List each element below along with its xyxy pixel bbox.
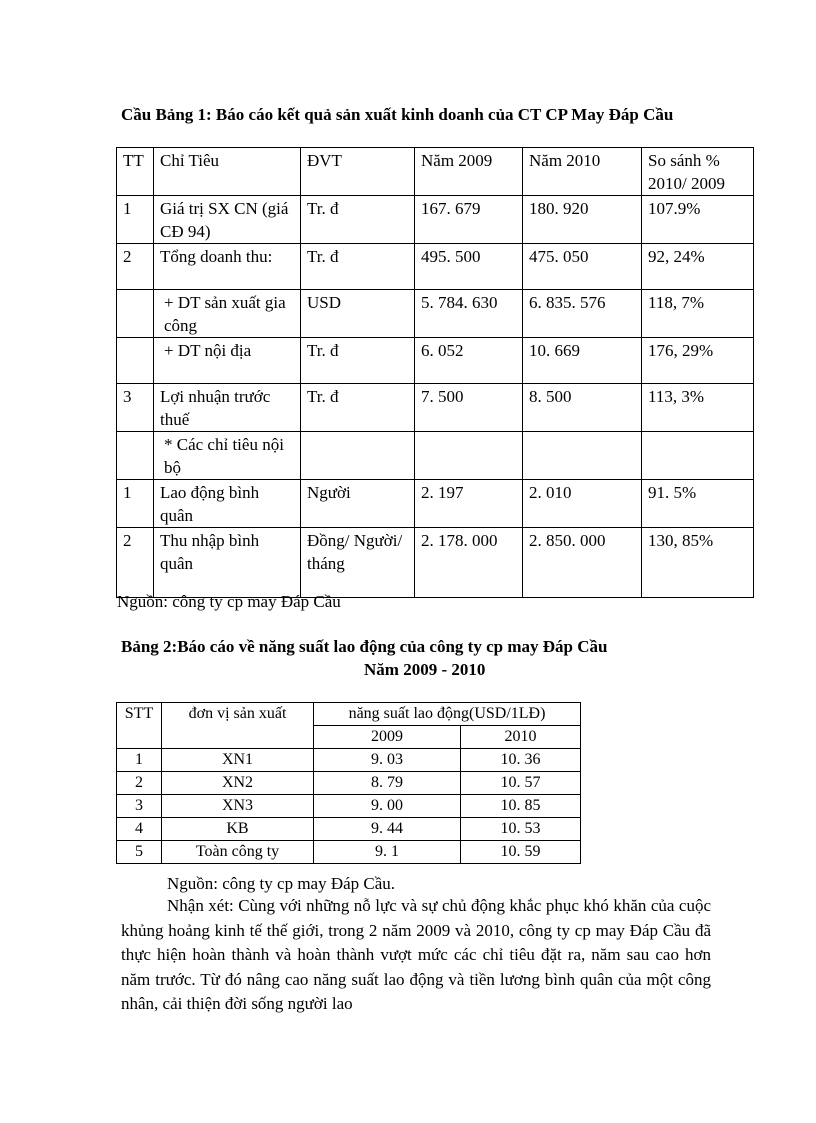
table-cell: 113, 3%	[642, 384, 754, 432]
table-cell	[117, 338, 154, 384]
table-cell: XN2	[162, 772, 314, 795]
table-cell: 1	[117, 480, 154, 528]
table2-header-2009: 2009	[314, 726, 461, 749]
table-cell: 475. 050	[523, 244, 642, 290]
table-cell: Tr. đ	[301, 338, 415, 384]
table-cell: Thu nhập bình quân	[154, 528, 301, 598]
table-cell: 176, 29%	[642, 338, 754, 384]
table-row	[117, 749, 581, 772]
table2	[116, 702, 581, 864]
table-row	[117, 528, 754, 598]
table-cell: + DT sản xuất gia công	[154, 290, 301, 338]
table-cell: Toàn công ty	[162, 841, 314, 864]
table-cell: 3	[117, 384, 154, 432]
table-cell: 5. 784. 630	[415, 290, 523, 338]
table-cell: Giá trị SX CN (giá CĐ 94)	[154, 196, 301, 244]
table-cell: 107.9%	[642, 196, 754, 244]
table-cell	[642, 432, 754, 480]
table-row	[117, 772, 581, 795]
table-cell: * Các chỉ tiêu nội bộ	[154, 432, 301, 480]
table-cell: Tr. đ	[301, 244, 415, 290]
table2-header-group: năng suất lao động(USD/1LĐ)	[314, 703, 581, 726]
table-cell: 167. 679	[415, 196, 523, 244]
table-cell: 5	[117, 841, 162, 864]
table1-header-row	[117, 148, 754, 196]
table2-header-stt: STT	[117, 703, 162, 749]
table-cell: 8. 79	[314, 772, 461, 795]
table-cell: 1	[117, 749, 162, 772]
table2-header-unit: đơn vị sản xuất	[162, 703, 314, 749]
table-cell: 2	[117, 244, 154, 290]
table-cell: 118, 7%	[642, 290, 754, 338]
table-cell: 7. 500	[415, 384, 523, 432]
table-cell: 10. 669	[523, 338, 642, 384]
table-cell: 2	[117, 528, 154, 598]
table-cell: 92, 24%	[642, 244, 754, 290]
table1-header-cell: Chỉ Tiêu	[154, 148, 301, 196]
table-cell: 180. 920	[523, 196, 642, 244]
table-cell: 3	[117, 795, 162, 818]
table-cell	[523, 432, 642, 480]
table1-header-cell: Năm 2010	[523, 148, 642, 196]
table-cell: 9. 03	[314, 749, 461, 772]
table-cell: 10. 59	[461, 841, 581, 864]
table-row	[117, 841, 581, 864]
table-cell: 9. 1	[314, 841, 461, 864]
table1-header-cell: ĐVT	[301, 148, 415, 196]
table-cell: 9. 44	[314, 818, 461, 841]
table-cell: 2	[117, 772, 162, 795]
table-cell: USD	[301, 290, 415, 338]
table-cell: 10. 85	[461, 795, 581, 818]
table1-header-cell: TT	[117, 148, 154, 196]
table-cell	[301, 432, 415, 480]
table-cell: 4	[117, 818, 162, 841]
table-cell: + DT nội địa	[154, 338, 301, 384]
table-cell: 9. 00	[314, 795, 461, 818]
table1-header-cell: So sánh % 2010/ 2009	[642, 148, 754, 196]
table-cell: Lợi nhuận trước thuế	[154, 384, 301, 432]
table1	[116, 147, 754, 598]
table-cell: XN1	[162, 749, 314, 772]
table-cell: 6. 052	[415, 338, 523, 384]
table-cell: Tr. đ	[301, 196, 415, 244]
table-row	[117, 244, 754, 290]
table-cell: 2. 178. 000	[415, 528, 523, 598]
table2-title: Bảng 2:Báo cáo về năng suất lao động của công ty cp may Đáp Cầu	[121, 637, 608, 656]
table-row	[117, 290, 754, 338]
table-row	[117, 480, 754, 528]
table-cell: 2. 850. 000	[523, 528, 642, 598]
table-cell	[117, 432, 154, 480]
table-cell: Đồng/ Người/ tháng	[301, 528, 415, 598]
table-cell: 10. 53	[461, 818, 581, 841]
commentary-paragraph: Nhận xét: Cùng với những nỗ lực và sự chủ động khắc phục khó khăn của cuộc khủng hoảng kinh tế thế giới, trong 2 năm 2009 và 2010, công ty cp may Đáp Cầu đã thực hiện hoàn thành và hoàn thành vượt mức các chỉ tiêu đặt ra, năm sau cao hơn năm trước. Từ đó nâng cao năng suất lao động và tiền lương bình quân của một công nhân, cải thiện đời sống người lao	[121, 896, 711, 1013]
table1-source: Nguồn: công ty cp may Đáp Cầu	[117, 592, 341, 611]
table-cell	[117, 290, 154, 338]
table-cell: 1	[117, 196, 154, 244]
table2-header-2010: 2010	[461, 726, 581, 749]
table-row	[117, 384, 754, 432]
table-cell: 10. 36	[461, 749, 581, 772]
table-cell: Người	[301, 480, 415, 528]
table-cell: 8. 500	[523, 384, 642, 432]
table-row	[117, 795, 581, 818]
table-cell: 91. 5%	[642, 480, 754, 528]
table1-header-cell: Năm 2009	[415, 148, 523, 196]
table-cell: Tổng doanh thu:	[154, 244, 301, 290]
table-cell: 130, 85%	[642, 528, 754, 598]
table-cell: Lao động bình quân	[154, 480, 301, 528]
table-cell: 2. 197	[415, 480, 523, 528]
table-row	[117, 432, 754, 480]
table-cell: 10. 57	[461, 772, 581, 795]
table-cell: 6. 835. 576	[523, 290, 642, 338]
table-row	[117, 338, 754, 384]
table-row	[117, 818, 581, 841]
table-cell: XN3	[162, 795, 314, 818]
table-cell: 2. 010	[523, 480, 642, 528]
table-cell: 495. 500	[415, 244, 523, 290]
table-cell	[415, 432, 523, 480]
table-row	[117, 196, 754, 244]
table2-source: Nguồn: công ty cp may Đáp Cầu.	[167, 874, 396, 893]
table-cell: KB	[162, 818, 314, 841]
table2-subtitle: Năm 2009 - 2010	[364, 660, 486, 679]
table1-title: Cầu Bảng 1: Báo cáo kết quả sản xuất kinh doanh của CT CP May Đáp Cầu	[121, 105, 674, 124]
table2-header-row	[117, 703, 581, 726]
table-cell: Tr. đ	[301, 384, 415, 432]
